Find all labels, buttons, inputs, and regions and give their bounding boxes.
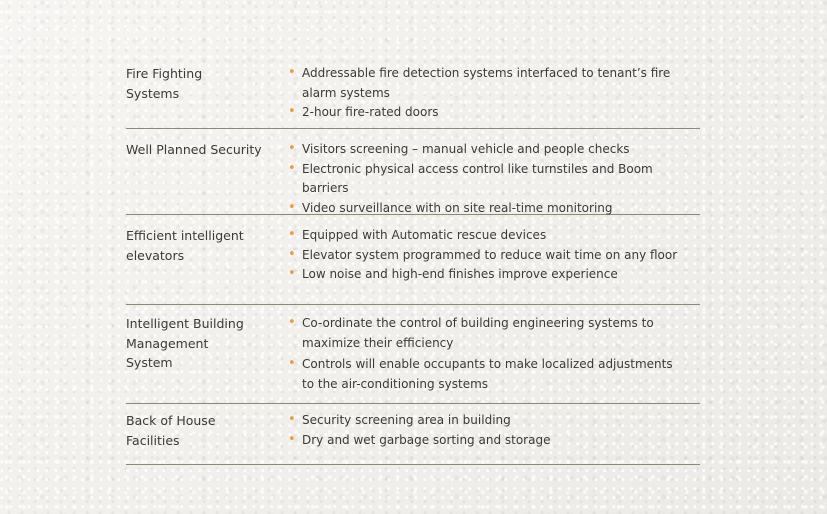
bullet-icon: • <box>288 315 296 330</box>
list-item-text: Co-ordinate the control of building engineering systems to <box>302 316 654 330</box>
list-item-text: Electronic physical access control like turnstiles and Boom barriers <box>302 161 653 195</box>
section-title <box>126 64 286 128</box>
list-item-text: 2-hour fire-rated doors <box>302 105 439 119</box>
bullet-icon: • <box>288 160 296 176</box>
bullet-icon: • <box>288 412 296 427</box>
bullet-icon: • <box>288 266 296 281</box>
bullet-icon: • <box>288 65 296 80</box>
bullet-icon: • <box>288 199 296 215</box>
list-item <box>286 64 700 103</box>
bullet-icon: • <box>288 356 296 371</box>
section-building-management <box>126 305 700 404</box>
list-item-text: to the air-conditioning systems <box>302 376 489 391</box>
section-title-line: Facilities <box>126 432 180 448</box>
list-item-text: Dry and wet garbage sorting and storage <box>302 432 551 447</box>
section-title-line: Systems <box>126 85 180 101</box>
section-title-line: elevators <box>126 247 185 263</box>
bullet-icon: • <box>288 246 296 262</box>
list-item <box>286 140 700 160</box>
section-title-line: System <box>126 355 173 370</box>
features-table <box>126 56 700 465</box>
section-title-line: Management <box>126 335 209 351</box>
section-security <box>126 129 700 215</box>
list-item <box>286 265 700 285</box>
list-item <box>286 199 700 219</box>
list-item-text: Controls will enable occupants to make localized adjustments <box>302 357 673 371</box>
section-title-line: Back of House <box>126 413 216 428</box>
section-title <box>126 314 286 403</box>
list-item <box>286 411 700 431</box>
list-item <box>286 103 700 123</box>
list-item <box>286 355 700 394</box>
list-item <box>286 431 700 451</box>
list-item-text: Equipped with Automatic rescue devices <box>302 228 547 242</box>
section-back-of-house <box>126 404 700 465</box>
list-item-text: Visitors screening – manual vehicle and people checks <box>302 142 630 156</box>
list-item-text: Elevator system programmed to reduce wait time on any floor <box>302 247 678 262</box>
feature-list <box>286 64 700 128</box>
list-item-text: maximize their efficiency <box>302 335 454 350</box>
feature-list <box>286 140 700 214</box>
bullet-icon: • <box>288 104 296 119</box>
section-title-line: Well Planned Security <box>126 142 262 157</box>
bullet-icon: • <box>288 141 296 156</box>
section-fire-fighting <box>126 56 700 129</box>
section-title <box>126 140 286 214</box>
bullet-icon: • <box>288 227 296 242</box>
list-item <box>286 160 700 199</box>
feature-list <box>286 411 700 464</box>
section-title-line: Intelligent Building <box>126 316 244 331</box>
section-title <box>126 411 286 464</box>
bullet-icon: • <box>288 431 296 447</box>
feature-list <box>286 314 700 403</box>
list-item <box>286 226 700 246</box>
feature-list <box>286 226 700 304</box>
list-item-text: Low noise and high-end finishes improve experience <box>302 267 618 281</box>
section-elevators <box>126 215 700 305</box>
section-title-line: Fire Fighting <box>126 66 203 81</box>
list-item-text: Addressable fire detection systems interfaced to tenant’s fire <box>302 66 671 80</box>
section-title-line: Efficient intelligent <box>126 228 244 243</box>
list-item-text: Security screening area in building <box>302 413 511 427</box>
list-item <box>286 246 700 266</box>
list-item <box>286 314 700 353</box>
section-title <box>126 226 286 304</box>
list-item-text: alarm systems <box>302 85 390 100</box>
list-item-text: Video surveillance with on site real-time monitoring <box>302 200 613 215</box>
